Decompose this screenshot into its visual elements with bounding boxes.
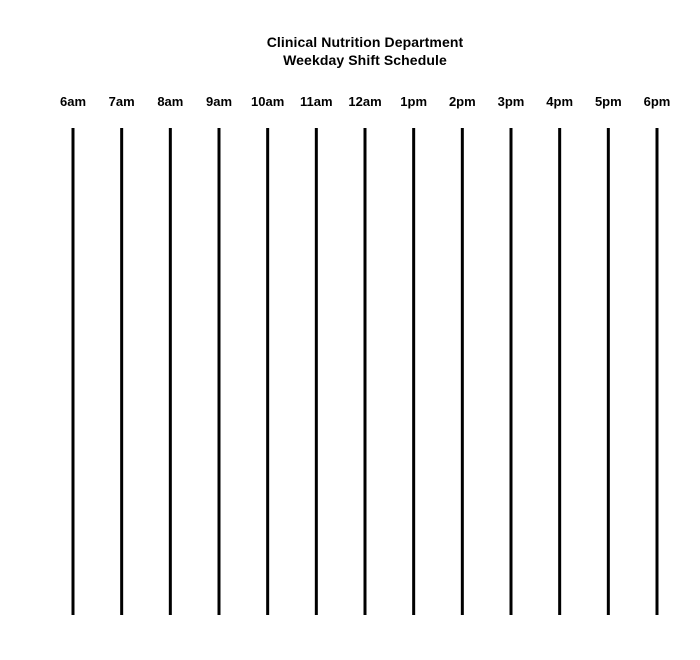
- hour-label-6am: 6am: [59, 94, 87, 109]
- hour-label-4pm: 4pm: [546, 94, 574, 109]
- hour-label-1pm: 1pm: [400, 94, 428, 109]
- hour-label-10am: 10am: [251, 94, 285, 109]
- schedule-subtitle: Weekday Shift Schedule: [283, 52, 447, 68]
- hour-label-12am: 12am: [348, 94, 382, 109]
- hour-label-2pm: 2pm: [448, 94, 476, 109]
- department-title: Clinical Nutrition Department: [266, 34, 464, 50]
- hour-label-3pm: 3pm: [497, 94, 525, 109]
- hour-label-9am: 9am: [205, 94, 233, 109]
- hour-label-8am: 8am: [157, 94, 184, 109]
- hour-label-11am: 11am: [300, 94, 333, 109]
- hour-label-7am: 7am: [108, 94, 135, 109]
- hour-label-5pm: 5pm: [594, 94, 622, 109]
- hour-label-6pm: 6pm: [643, 94, 671, 109]
